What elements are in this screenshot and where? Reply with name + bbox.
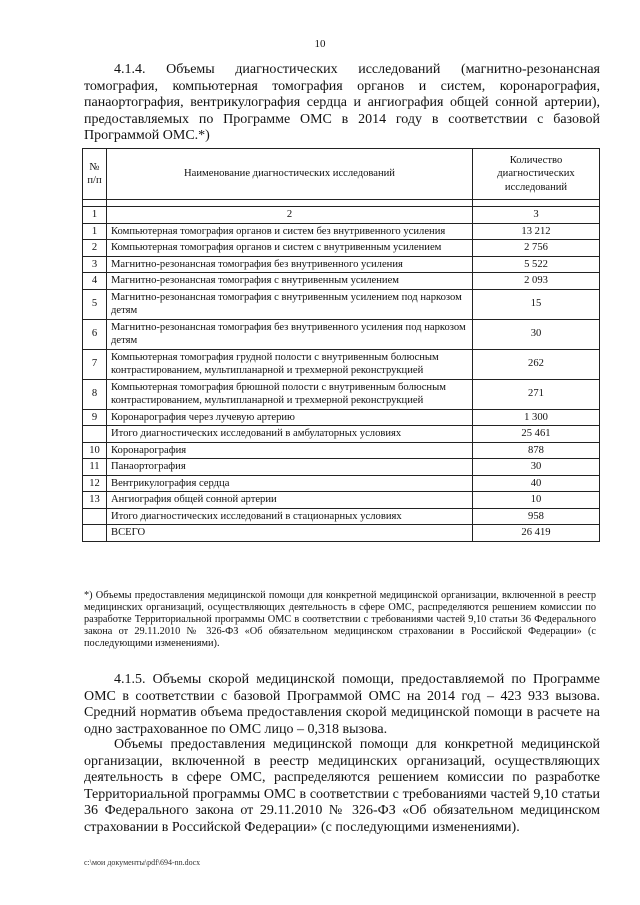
- row-name: Магнитно-резонансная томография с внутривенным усилением: [107, 273, 473, 290]
- row-value: 25 461: [473, 426, 600, 443]
- row-value: 2 093: [473, 273, 600, 290]
- row-value: 271: [473, 379, 600, 409]
- row-number: 6: [83, 319, 107, 349]
- table-row: [83, 442, 600, 459]
- table-row: [83, 475, 600, 492]
- row-number: 5: [83, 289, 107, 319]
- row-number: 7: [83, 349, 107, 379]
- row-name: Итого диагностических исследований в стационарных условиях: [107, 508, 473, 525]
- row-name: Коронарография: [107, 442, 473, 459]
- column-number: 3: [473, 207, 600, 224]
- row-value: 878: [473, 442, 600, 459]
- table-row: [83, 492, 600, 509]
- header-qty: Количество диагностических исследований: [473, 149, 600, 200]
- table-row: [83, 426, 600, 443]
- page-number: 10: [314, 38, 326, 50]
- table-row: [83, 379, 600, 409]
- row-name: Магнитно-резонансная томография без внутривенного усиления: [107, 256, 473, 273]
- row-name: Панаортография: [107, 459, 473, 476]
- table-row: [83, 349, 600, 379]
- row-value: 958: [473, 508, 600, 525]
- row-name: Итого диагностических исследований в амбулаторных условиях: [107, 426, 473, 443]
- row-name: Компьютерная томография органов и систем без внутривенного усиления: [107, 223, 473, 240]
- table-spacer-row: [83, 200, 600, 207]
- row-name: Вентрикулография сердца: [107, 475, 473, 492]
- row-number: 13: [83, 492, 107, 509]
- row-name: Магнитно-резонансная томография с внутривенным усилением под наркозом детям: [107, 289, 473, 319]
- row-value: 262: [473, 349, 600, 379]
- row-name: Компьютерная томография органов и систем с внутривенным усилением: [107, 240, 473, 257]
- table-row: [83, 273, 600, 290]
- table-row: [83, 525, 600, 542]
- row-value: 30: [473, 459, 600, 476]
- column-number-row: [83, 207, 600, 224]
- row-number: 3: [83, 256, 107, 273]
- section-heading: 4.1.4. Объемы диагностических исследований (магнитно-резонансная томография, компьютерная томография органов и систем, коронарография, панаортография, вентрикулография сердца и ангиография общей сонной артерии), предоставляемых по Программе ОМС в 2014 году в соответствии с базовой Программой ОМС.*): [84, 62, 600, 143]
- header-name: Наименование диагностических исследований: [107, 149, 473, 200]
- row-value: 26 419: [473, 525, 600, 542]
- spacer-cell: [83, 200, 107, 207]
- table-header-row: [83, 149, 600, 200]
- table-row: [83, 459, 600, 476]
- row-value: 30: [473, 319, 600, 349]
- paragraph-distribution: Объемы предоставления медицинской помощи для конкретной медицинской организации, включенной в реестр медицинских организаций, осуществляющих деятельность в сфере ОМС, распределяются решением комиссии по разработке Территориальной программы ОМС в соответствии с требованиями частей 9,10 статьи 36 Федерального закона от 29.11.2010 № 326-ФЗ «Об обязательном медицинском страховании в Российской Федерации» (с последующими изменениями).: [84, 737, 600, 835]
- paragraph-ambulance: 4.1.5. Объемы скорой медицинской помощи, предоставляемой по Программе ОМС в соответствии с базовой Программой ОМС на 2014 год – 423 933 вызова. Средний норматив объема предоставления скорой медицинской помощи в расчете на одно застрахованное по ОМС лицо – 0,318 вызова.: [84, 672, 600, 737]
- column-number: 2: [107, 207, 473, 224]
- row-value: 1 300: [473, 409, 600, 426]
- row-number: [83, 508, 107, 525]
- table-row: [83, 409, 600, 426]
- row-value: 2 756: [473, 240, 600, 257]
- row-value: 15: [473, 289, 600, 319]
- table-row: [83, 508, 600, 525]
- table-row: [83, 240, 600, 257]
- row-number: 2: [83, 240, 107, 257]
- file-path: c:\мои документы\pdf\694-nn.docx: [84, 858, 201, 867]
- row-number: 12: [83, 475, 107, 492]
- table-row: [83, 289, 600, 319]
- row-value: 10: [473, 492, 600, 509]
- row-value: 5 522: [473, 256, 600, 273]
- row-number: 8: [83, 379, 107, 409]
- row-value: 40: [473, 475, 600, 492]
- table-row: [83, 223, 600, 240]
- row-name: Коронарография через лучевую артерию: [107, 409, 473, 426]
- row-name: Магнитно-резонансная томография без внутривенного усиления под наркозом детям: [107, 319, 473, 349]
- row-number: [83, 426, 107, 443]
- row-value: 13 212: [473, 223, 600, 240]
- row-number: 11: [83, 459, 107, 476]
- table-row: [83, 319, 600, 349]
- row-number: 9: [83, 409, 107, 426]
- column-number: 1: [83, 207, 107, 224]
- spacer-cell: [473, 200, 600, 207]
- row-number: 4: [83, 273, 107, 290]
- row-number: 1: [83, 223, 107, 240]
- row-number: [83, 525, 107, 542]
- table-row: [83, 256, 600, 273]
- row-number: 10: [83, 442, 107, 459]
- header-num: № п/п: [83, 149, 107, 200]
- diagnostics-table: [82, 148, 600, 542]
- row-name: Компьютерная томография грудной полости с внутривенным болюсным контрастированием, мультипланарной и трехмерной реконструкцией: [107, 349, 473, 379]
- footnote: *) Объемы предоставления медицинской помощи для конкретной медицинской организации, включенной в реестр медицинских организаций, осуществляющих деятельность в сфере ОМС, распределяются решением комиссии по разработке Территориальной программы ОМС в соответствии с требованиями частей 9,10 статьи 36 Федерального закона от 29.11.2010 № 326-ФЗ «Об обязательном медицинском страховании в Российской Федерации» (с последующими изменениями).: [84, 590, 596, 649]
- row-name: Компьютерная томография брюшной полости с внутривенным болюсным контрастированием, мультипланарной и трехмерной реконструкцией: [107, 379, 473, 409]
- row-name: ВСЕГО: [107, 525, 473, 542]
- row-name: Ангиография общей сонной артерии: [107, 492, 473, 509]
- spacer-cell: [107, 200, 473, 207]
